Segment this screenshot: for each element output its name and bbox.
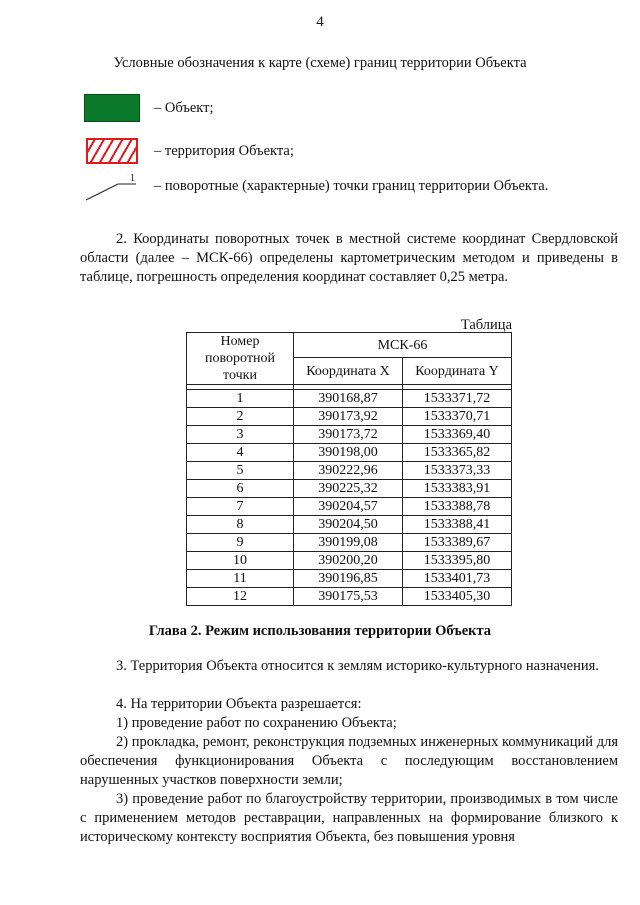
leader-line-label: 1 bbox=[130, 173, 135, 184]
cell-coord-y: 1533388,41 bbox=[403, 516, 512, 534]
table-row bbox=[187, 390, 512, 408]
cell-point-number: 9 bbox=[187, 534, 294, 552]
table-row bbox=[187, 426, 512, 444]
legend-item-label: – Объект; bbox=[154, 99, 214, 116]
cell-point-number: 10 bbox=[187, 552, 294, 570]
cell-coord-x: 390199,08 bbox=[294, 534, 403, 552]
table-row bbox=[187, 516, 512, 534]
cell-coord-x: 390168,87 bbox=[294, 390, 403, 408]
header-coord-x: Координата X bbox=[294, 358, 403, 385]
cell-coord-x: 390225,32 bbox=[294, 480, 403, 498]
cell-coord-x: 390200,20 bbox=[294, 552, 403, 570]
table-row bbox=[187, 588, 512, 606]
table-row bbox=[187, 480, 512, 498]
table-row bbox=[187, 570, 512, 588]
cell-coord-y: 1533365,82 bbox=[403, 444, 512, 462]
cell-coord-y: 1533401,73 bbox=[403, 570, 512, 588]
table-row bbox=[187, 552, 512, 570]
cell-point-number: 8 bbox=[187, 516, 294, 534]
cell-coord-x: 390204,57 bbox=[294, 498, 403, 516]
cell-coord-y: 1533369,40 bbox=[403, 426, 512, 444]
cell-coord-y: 1533370,71 bbox=[403, 408, 512, 426]
cell-point-number: 5 bbox=[187, 462, 294, 480]
paragraph-3: 3. Территория Объекта относится к землям историко-культурного назначения. bbox=[116, 658, 599, 674]
cell-coord-y: 1533383,91 bbox=[403, 480, 512, 498]
cell-coord-y: 1533388,78 bbox=[403, 498, 512, 516]
header-coord-y: Координата Y bbox=[403, 358, 512, 385]
cell-point-number: 12 bbox=[187, 588, 294, 606]
cell-point-number: 11 bbox=[187, 570, 294, 588]
cell-coord-y: 1533395,80 bbox=[403, 552, 512, 570]
cell-coord-y: 1533373,33 bbox=[403, 462, 512, 480]
cell-point-number: 7 bbox=[187, 498, 294, 516]
table-caption: Таблица bbox=[460, 317, 512, 333]
chapter-title: Глава 2. Режим использования территории Объекта bbox=[148, 623, 492, 639]
cell-coord-x: 390222,96 bbox=[294, 462, 403, 480]
cell-coord-y: 1533371,72 bbox=[403, 390, 512, 408]
table-row bbox=[187, 498, 512, 516]
legend-item-object bbox=[80, 88, 214, 128]
green-fill-symbol-icon bbox=[80, 90, 144, 126]
list-item-2: 2) прокладка, ремонт, реконструкция подземных инженерных коммуникаций для обеспечения функционирования Объекта с последующим восстановлением нарушенных участков поверхности земли; bbox=[80, 734, 618, 788]
red-hatch-symbol-icon bbox=[80, 133, 144, 169]
table-row bbox=[187, 534, 512, 552]
cell-coord-x: 390175,53 bbox=[294, 588, 403, 606]
coordinates-table bbox=[186, 332, 512, 606]
legend-title: Условные обозначения к карте (схеме) границ территории Объекта bbox=[113, 55, 527, 71]
leader-line-icon bbox=[80, 168, 144, 204]
cell-coord-x: 390173,72 bbox=[294, 426, 403, 444]
header-msk66: МСК-66 bbox=[294, 333, 512, 358]
cell-point-number: 1 bbox=[187, 390, 294, 408]
paragraph-2: 2. Координаты поворотных точек в местной системе координат Свердловской области (далее – МСК-66) определены картометрическим методом и приведены в таблице, погрешность определения координат составляет 0,25 метра. bbox=[80, 231, 618, 285]
header-point-number: Номер поворотной точки bbox=[187, 333, 294, 385]
list-item-1: 1) проведение работ по сохранению Объекта; bbox=[116, 715, 397, 731]
cell-coord-x: 390173,92 bbox=[294, 408, 403, 426]
table-row bbox=[187, 408, 512, 426]
cell-point-number: 6 bbox=[187, 480, 294, 498]
cell-coord-y: 1533405,30 bbox=[403, 588, 512, 606]
cell-coord-x: 390204,50 bbox=[294, 516, 403, 534]
legend-item-territory bbox=[80, 131, 294, 171]
cell-coord-y: 1533389,67 bbox=[403, 534, 512, 552]
page-number: 4 bbox=[316, 14, 324, 30]
legend-item-label: – территория Объекта; bbox=[154, 142, 294, 159]
cell-coord-x: 390198,00 bbox=[294, 444, 403, 462]
list-item-3: 3) проведение работ по благоустройству территории, производимых в том числе с применением методов реставрации, направленных на формирование близкого к историческому контексту восприятия Объекта, без повышения уровня bbox=[80, 791, 618, 845]
cell-coord-x: 390196,85 bbox=[294, 570, 403, 588]
cell-point-number: 2 bbox=[187, 408, 294, 426]
table-row bbox=[187, 444, 512, 462]
cell-point-number: 3 bbox=[187, 426, 294, 444]
cell-point-number: 4 bbox=[187, 444, 294, 462]
legend-item-points bbox=[80, 166, 548, 206]
paragraph-4: 4. На территории Объекта разрешается: bbox=[116, 696, 362, 712]
table-row bbox=[187, 462, 512, 480]
legend-item-label: – поворотные (характерные) точки границ территории Объекта. bbox=[154, 177, 549, 194]
